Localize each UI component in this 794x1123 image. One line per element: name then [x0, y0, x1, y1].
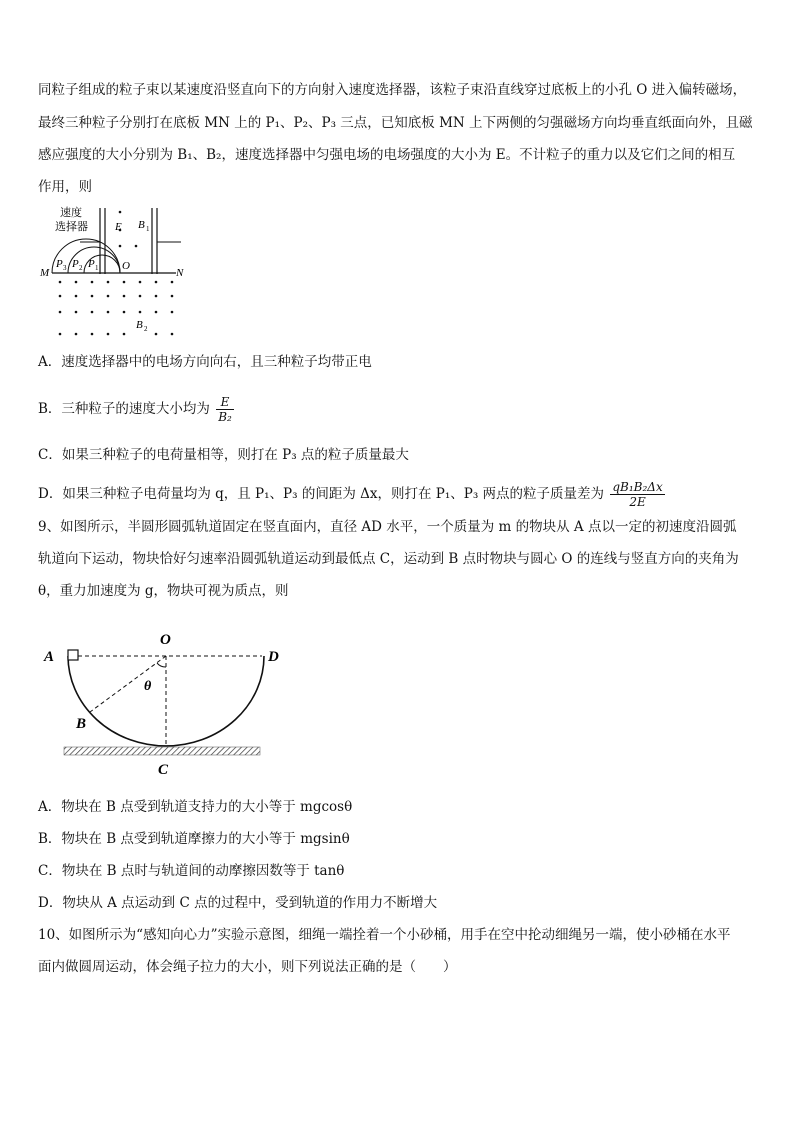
label-p2-sub: 2: [79, 264, 83, 272]
q8-option-d-fraction: [610, 480, 664, 509]
q9-stem-line-3: θ，重力加速度为 g，物块可视为质点，则: [38, 583, 289, 599]
q10-stem-line-2: 面内做圆周运动，体会绳子拉力的大小，则下列说法正确的是（ ）: [38, 959, 457, 975]
label-b1-sub: 1: [146, 225, 150, 233]
label-c: C: [158, 762, 169, 778]
q8-option-b-fraction: [216, 395, 234, 424]
label-d: D: [268, 649, 279, 665]
label-b: B: [76, 716, 87, 732]
label-p3-sub: 3: [63, 264, 67, 272]
q9-stem-line-2: 轨道向下运动，物块恰好匀速率沿圆弧轨道运动到最低点 C，运动到 B 点时物块与圆心 O 的连线与竖直方向的夹角为: [38, 551, 739, 567]
q8-option-b-text: B．三种粒子的速度大小均为: [38, 401, 210, 417]
label-e: E: [115, 221, 122, 233]
label-b1: B: [138, 219, 145, 231]
q9-option-a: A．物块在 B 点受到轨道支持力的大小等于 mgcosθ: [38, 799, 353, 815]
q9-option-d: D．物块从 A 点运动到 C 点的过程中，受到轨道的作用力不断增大: [38, 895, 438, 911]
q8-option-a: A．速度选择器中的电场方向向右，且三种粒子均带正电: [38, 354, 372, 370]
fraction-denominator: B₂: [218, 410, 232, 424]
label-theta: θ: [144, 679, 152, 694]
q9-stem-line-1: 9、如图所示，半圆形圆弧轨道固定在竖直面内，直径 AD 水平，一个质量为 m 的物块从 A 点以一定的初速度沿圆弧: [38, 519, 737, 535]
block-square-icon: [68, 650, 78, 660]
label-selector-2: 选择器: [55, 221, 88, 233]
label-o: O: [160, 632, 171, 648]
label-b2-sub: 2: [144, 325, 148, 333]
fraction-denominator: 2E: [629, 495, 646, 509]
label-a: A: [44, 649, 55, 665]
label-m: M: [40, 267, 50, 279]
q8-stem-line-2: 最终三种粒子分别打在底板 MN 上的 P₁、P₂、P₃ 三点，已知底板 MN 上下两侧的匀强磁场方向均垂直纸面向外，且磁: [38, 115, 753, 131]
label-p2: P: [72, 258, 79, 270]
q9-option-b: B．物块在 B 点受到轨道摩擦力的大小等于 mgsinθ: [38, 831, 350, 847]
q8-figure: [36, 200, 196, 345]
q8-option-d: [38, 480, 760, 509]
label-p3: P: [56, 258, 63, 270]
q8-stem-line-3: 感应强度的大小分别为 B₁、B₂，速度选择器中匀强电场的电场强度的大小为 E。不计粒子的重力以及它们之间的相互: [38, 147, 736, 163]
q8-stem-line-1: 同粒子组成的粒子束以某速度沿竖直向下的方向射入速度选择器，该粒子束沿直线穿过底板上的小孔 O 进入偏转磁场，: [38, 82, 747, 98]
fraction-numerator: qB₁B₂Δx: [612, 480, 663, 494]
label-b2: B: [136, 319, 143, 331]
q8-stem-line-4: 作用，则: [38, 179, 92, 195]
q10-stem-line-1: 10、如图所示为“感知向心力”实验示意图，细绳一端拴着一个小砂桶，用手在空中抡动细绳另一端，使小砂桶在水平: [38, 927, 731, 943]
q8-option-d-text: D．如果三种粒子电荷量均为 q，且 P₁、P₃ 的间距为 Δx，则打在 P₁、P₃ 两点的粒子质量差为: [38, 486, 605, 502]
fraction-numerator: E: [216, 395, 234, 410]
label-selector-1: 速度: [60, 207, 82, 219]
label-p1-sub: 1: [95, 264, 99, 272]
q9-figure: [40, 620, 300, 780]
q8-option-b: [38, 395, 760, 424]
q9-option-c: C．物块在 B 点时与轨道间的动摩擦因数等于 tanθ: [38, 863, 345, 879]
label-p1: P: [88, 258, 95, 270]
q8-option-c: C．如果三种粒子的电荷量相等，则打在 P₃ 点的粒子质量最大: [38, 447, 409, 463]
label-o: O: [122, 260, 130, 272]
label-n: N: [176, 267, 184, 279]
